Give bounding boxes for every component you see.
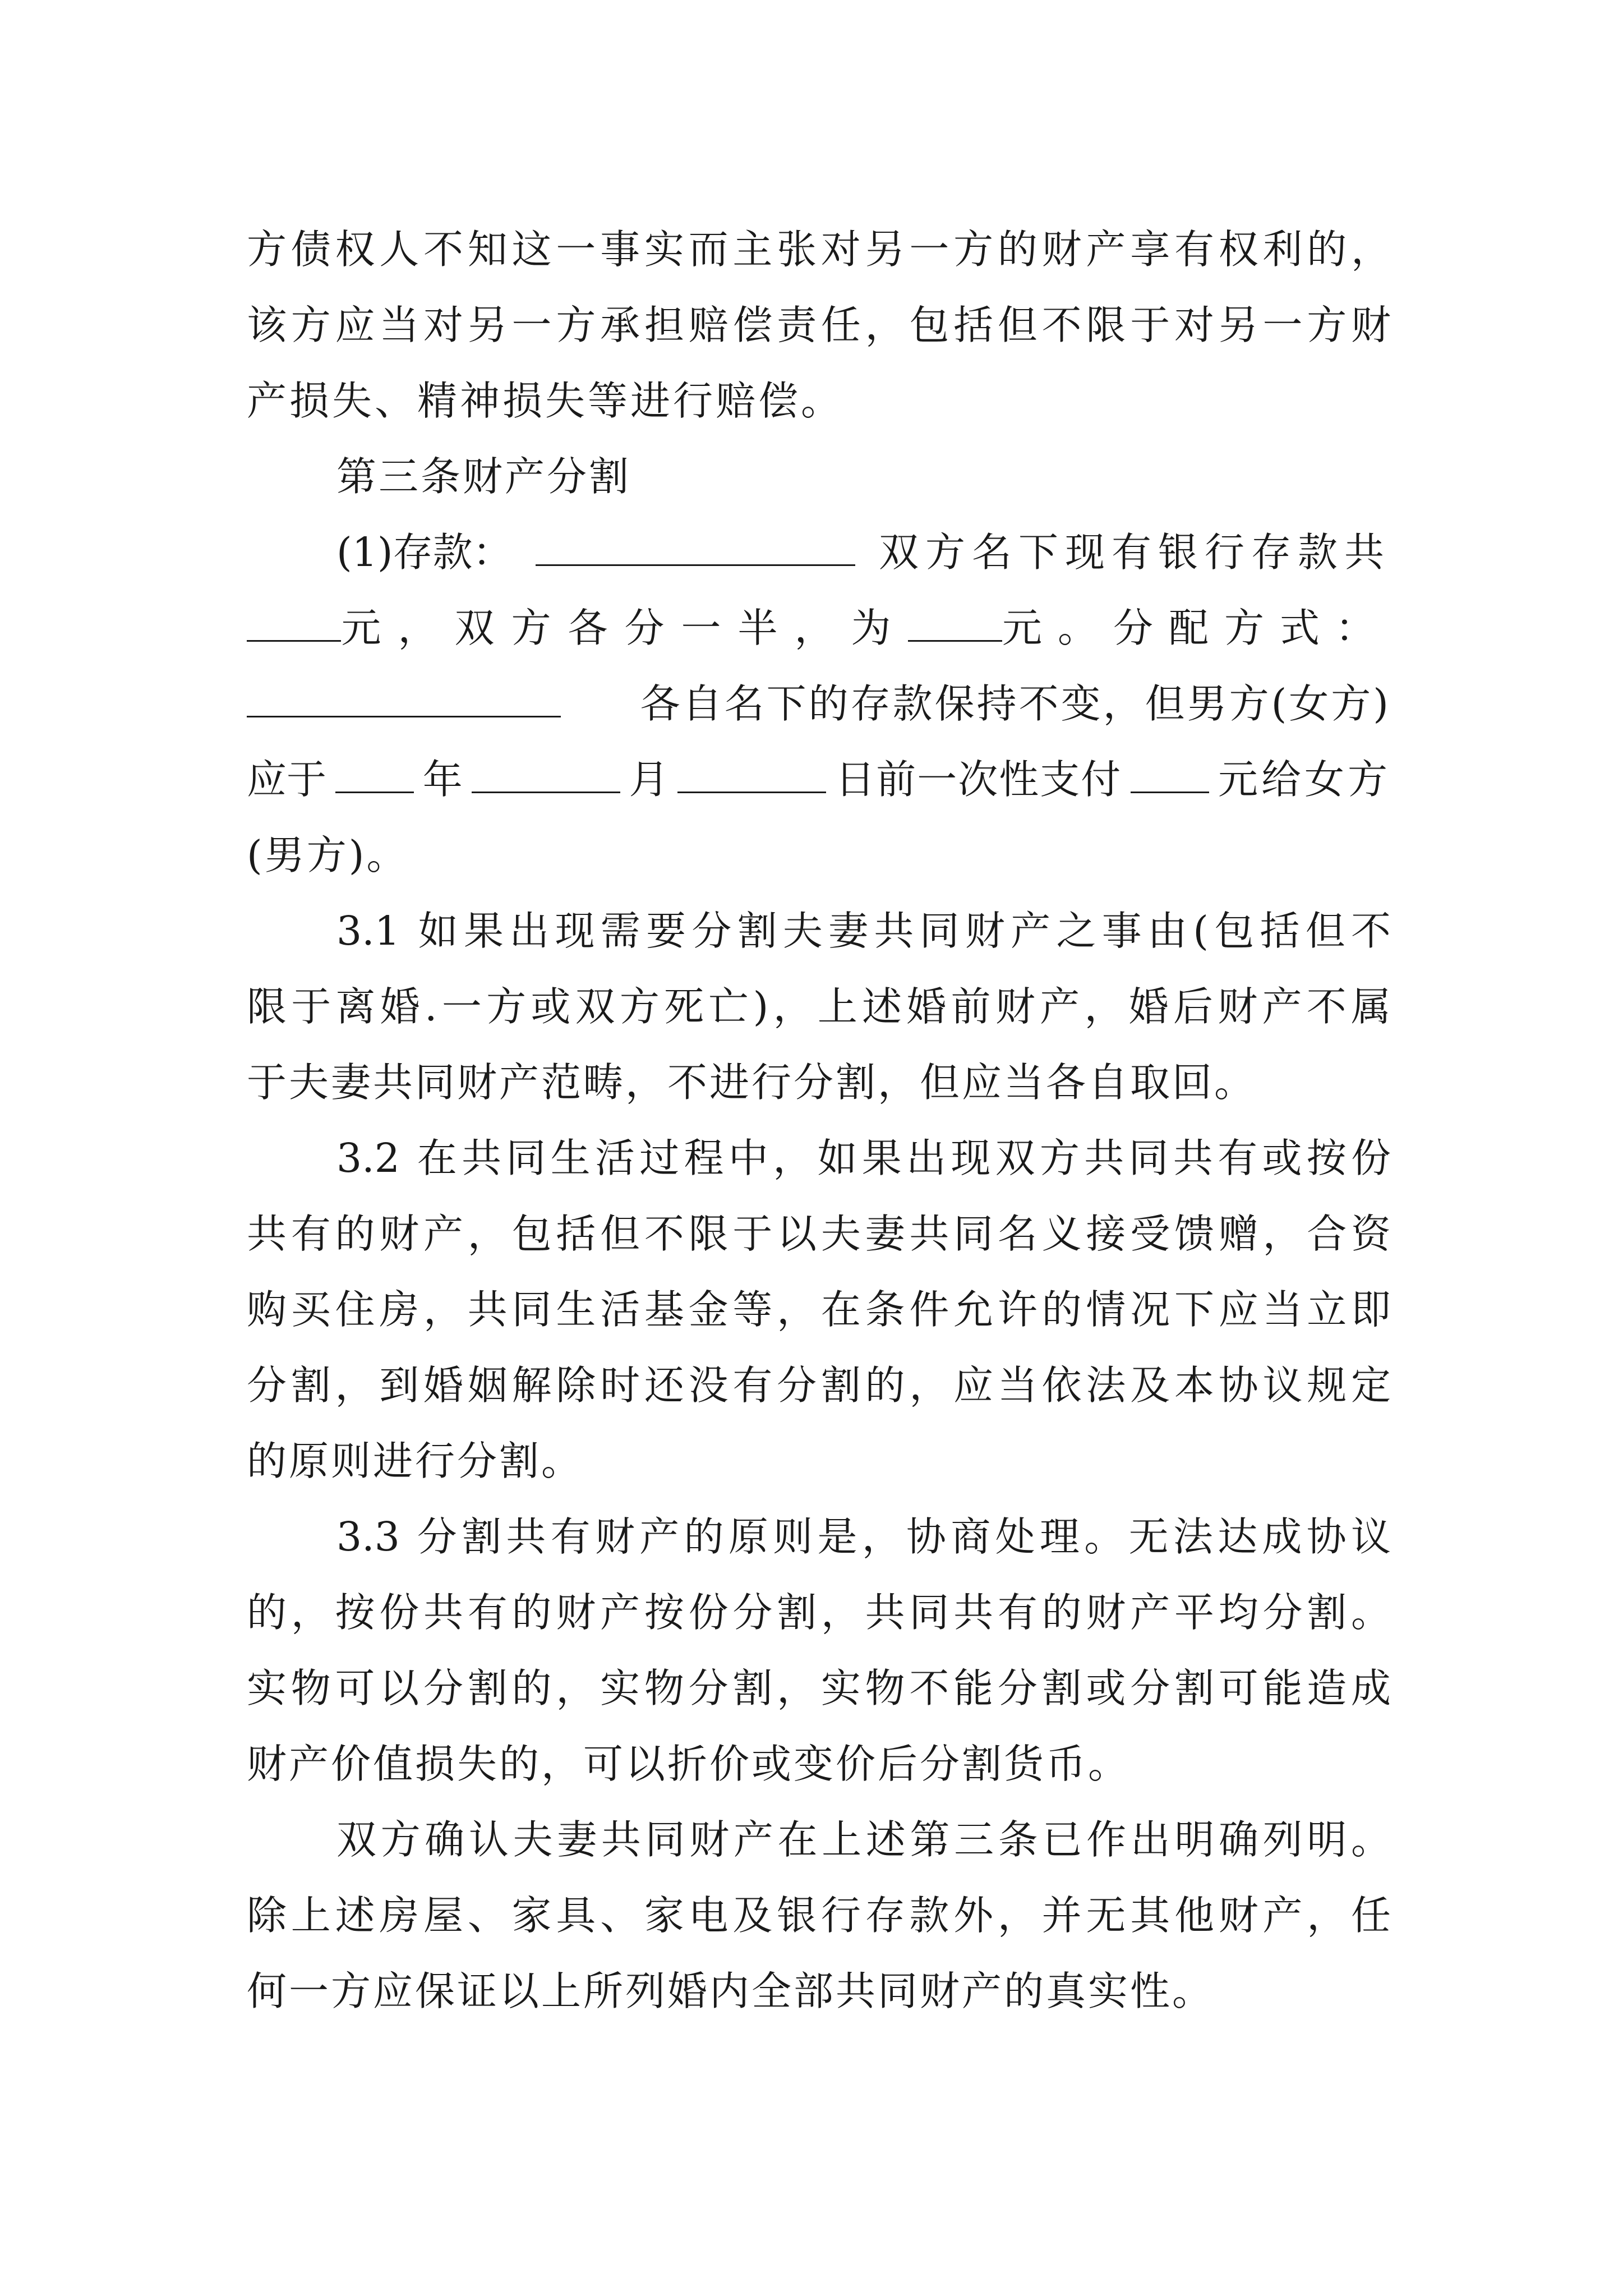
clause-3-2-line: 的原则进行分割。 xyxy=(247,1438,584,1484)
clause-3-2-line: 购买住房，共同生活基金等，在条件允许的情况下应当立即 xyxy=(247,1286,1391,1333)
article-heading: 第三条财产分割 xyxy=(336,453,631,500)
deposit-line-1 xyxy=(336,524,1391,581)
clause-3-1-line: 于夫妻共同财产范畴，不进行分割，但应当各自取回。 xyxy=(247,1059,1257,1106)
clause-3-1-line: 3.1 如果出现需要分割夫妻共同财产之事由(包括但不 xyxy=(336,908,1391,954)
fill-blank xyxy=(908,603,1002,642)
confirmation-line: 除上述房屋、家具、家电及银行存款外，并无其他财产，任 xyxy=(247,1892,1391,1939)
fill-blank xyxy=(335,754,414,793)
confirmation-line: 双方确认夫妻共同财产在上述第三条已作出明确列明。 xyxy=(336,1816,1391,1863)
clause-3-1-line: 限于离婚.一方或双方死亡)，上述婚前财产，婚后财产不属 xyxy=(247,983,1391,1030)
deposit-line4-e: 元给女方 xyxy=(1218,756,1391,803)
deposit-text-d: 各自名下的存款保持不变，但男方(女方) xyxy=(640,680,1391,727)
confirmation-line: 何一方应保证以上所列婚内全部共同财产的真实性。 xyxy=(247,1968,1215,2014)
fill-blank xyxy=(472,754,620,793)
deposit-line-4 xyxy=(247,752,1391,808)
fill-blank xyxy=(536,527,855,566)
deposit-text-c: 元。分配方式： xyxy=(1002,605,1391,651)
clause-3-3-line: 的，按份共有的财产按份分割，共同共有的财产平均分割。 xyxy=(247,1589,1391,1636)
deposit-line-5: (男方)。 xyxy=(247,832,409,878)
paragraph-line: 该方应当对另一方承担赔偿责任，包括但不限于对另一方财 xyxy=(247,302,1391,348)
fill-blank xyxy=(677,754,826,793)
deposit-label: (1)存款： xyxy=(336,529,513,576)
deposit-line-3 xyxy=(247,676,1391,732)
deposit-line4-c: 月 xyxy=(629,756,669,803)
deposit-line-2 xyxy=(247,600,1391,656)
fill-blank xyxy=(247,679,561,717)
clause-3-2-line: 分割，到婚姻解除时还没有分割的，应当依法及本协议规定 xyxy=(247,1362,1391,1409)
clause-3-2-line: 3.2 在共同生活过程中，如果出现双方共同共有或按份 xyxy=(336,1135,1391,1181)
deposit-text-a: 双方名下现有银行存款共 xyxy=(878,529,1391,576)
deposit-line4-d: 日前一次性支付 xyxy=(835,756,1122,803)
paragraph-line: 方债权人不知这一事实而主张对另一方的财产享有权利的， xyxy=(247,226,1391,273)
clause-3-2-line: 共有的财产，包括但不限于以夫妻共同名义接受馈赠，合资 xyxy=(247,1211,1391,1257)
deposit-text-b: 元，双方各分一半，为 xyxy=(341,605,908,651)
clause-3-3-line: 3.3 分割共有财产的原则是，协商处理。无法达成协议 xyxy=(336,1513,1391,1560)
clause-3-3-line: 财产价值损失的，可以折价或变价后分割货币。 xyxy=(247,1741,1131,1787)
clause-3-3-line: 实物可以分割的，实物分割，实物不能分割或分割可能造成 xyxy=(247,1665,1391,1711)
deposit-line4-a: 应于 xyxy=(247,756,327,803)
paragraph-line: 产损失、精神损失等进行赔偿。 xyxy=(247,378,844,424)
deposit-line4-b: 年 xyxy=(422,756,463,803)
fill-blank xyxy=(247,603,341,642)
fill-blank xyxy=(1131,754,1209,793)
